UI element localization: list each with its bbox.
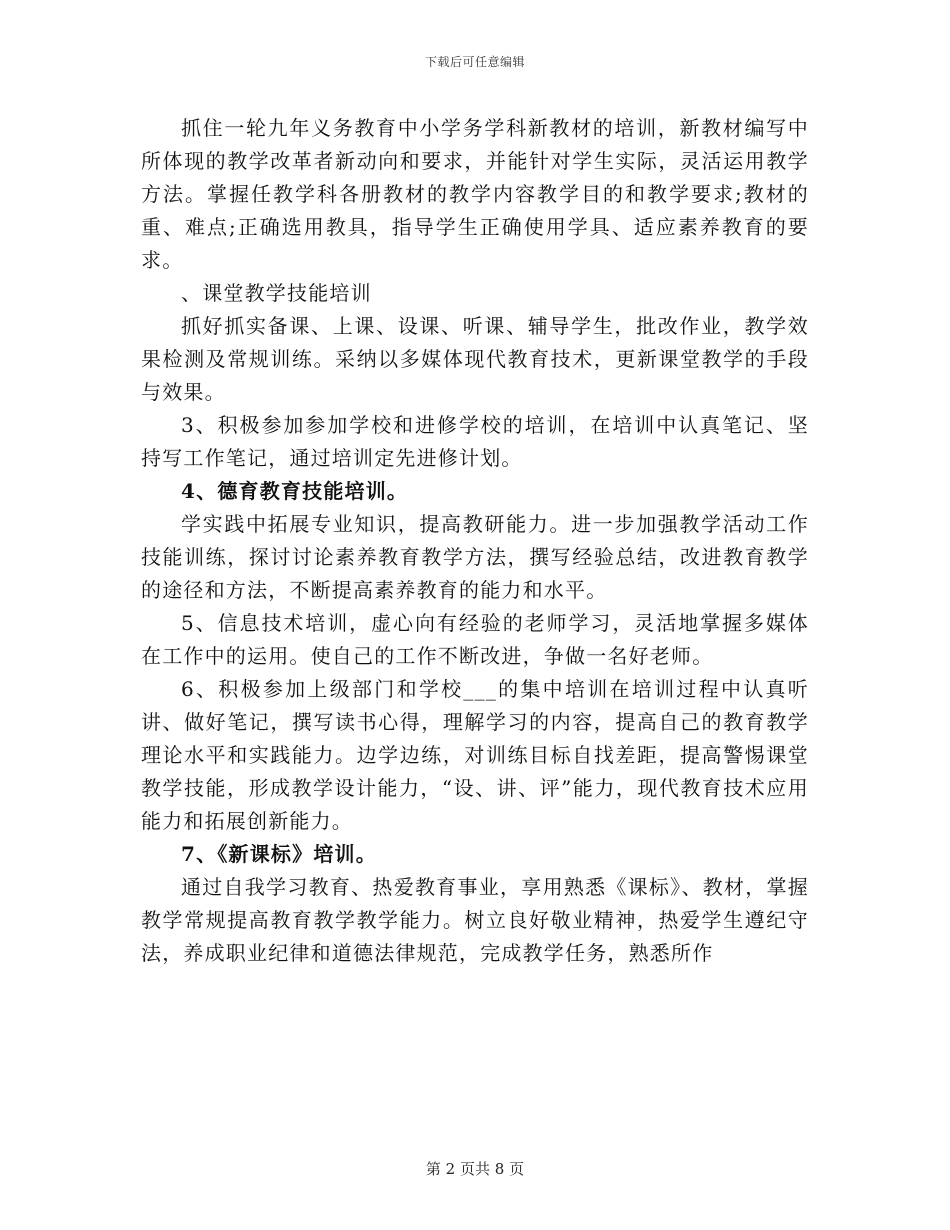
paragraph-new-textbook-training: 抓住一轮九年义务教育中小学务学科新教材的培训，新教材编写中所体现的教学改革者新动向和要求，并能针对学生实际，灵活运用教学方法。掌握任教学科各册教材的教学内容教学目的和教学要求;教材的重、难点;正确选用教具，指导学生正确使用学具、适应素养教育的要求。 [141,116,809,272]
paragraph-self-study: 通过自我学习教育、热爱教育事业，享用熟悉《课标》、教材，掌握教学常规提高教育教学教学能力。树立良好敬业精神，热爱学生遵纪守法，养成职业纪律和道德法律规范，完成教学任务，熟悉所作 [141,875,809,965]
section-heading-4: 4、德育教育技能培训。 [181,479,409,503]
page-header: 下载后可任意编辑 [424,55,525,69]
document-body [141,112,809,970]
section-heading-7: 7、《新课标》培训。 [181,842,377,866]
paragraph-item-5: 5、信息技术培训，虚心向有经验的老师学习，灵活地掌握多媒体在工作中的运用。使自己的工作不断改进，争做一名好老师。 [141,611,809,668]
paragraph-research-ability: 学实践中拓展专业知识，提高教研能力。进一步加强教学活动工作技能训练，探讨讨论素养教育教学方法，撰写经验总结，改进教育教学的途径和方法，不断提高素养教育的能力和水平。 [141,512,809,602]
page-footer: 第 2 页共 8 页 [425,1160,525,1178]
paragraph-item-6: 6、积极参加上级部门和学校___的集中培训在培训过程中认真听讲、做好笔记，撰写读书心得，理解学习的内容，提高自己的教育教学理论水平和实践能力。边学边练，对训练目标自找差距，提高警惕课堂教学技能，形成教学设计能力，“设、讲、评”能力，现代教育技术应用能力和拓展创新能力。 [141,677,809,833]
paragraph-item-3: 3、积极参加参加学校和进修学校的培训，在培训中认真笔记、坚持写工作笔记，通过培训定先进修计划。 [141,413,809,470]
paragraph-lesson-preparation: 抓好抓实备课、上课、设课、听课、辅导学生，批改作业，教学效果检测及常规训练。采纳以多媒体现代教育技术，更新课堂教学的手段与效果。 [141,314,809,404]
paragraph-classroom-skills-heading: 、课堂教学技能培训 [181,281,372,305]
